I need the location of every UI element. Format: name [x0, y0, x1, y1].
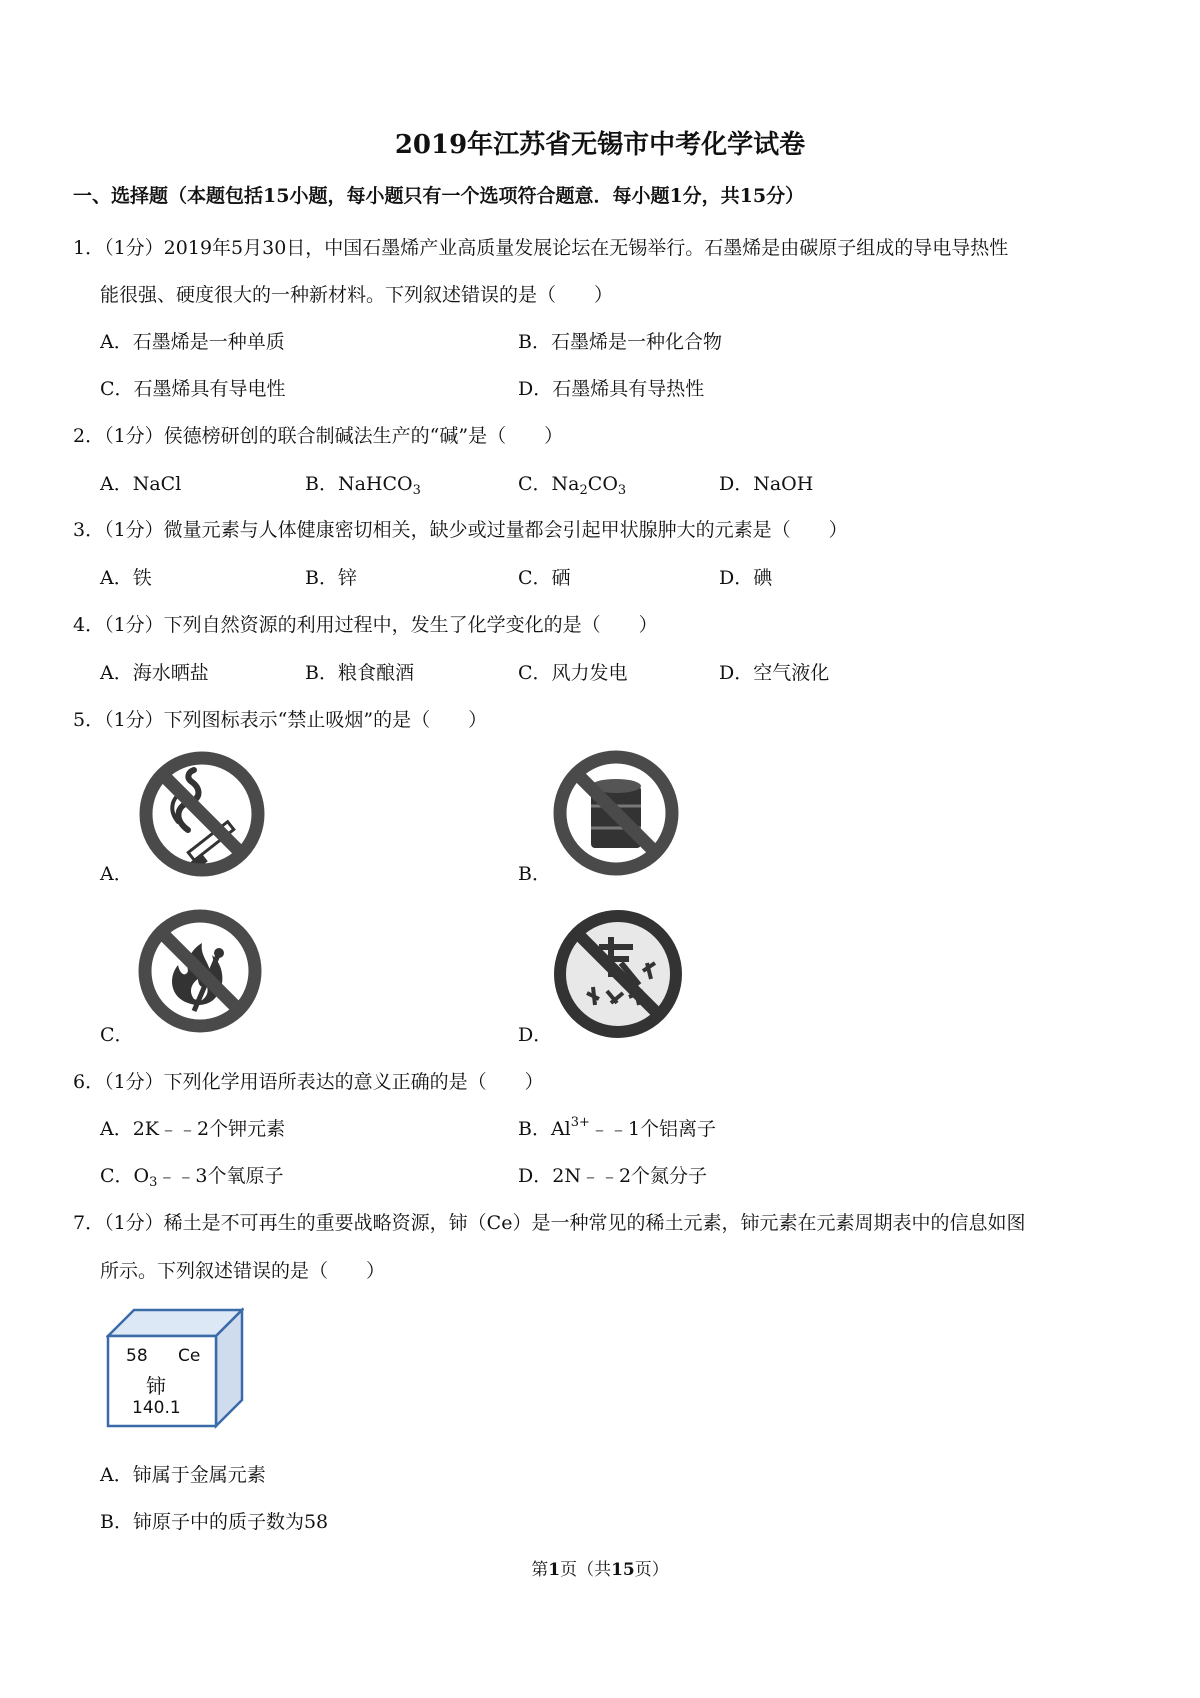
question-3-option-b: B．锌 [305, 567, 357, 589]
question-7-line-2: 所示。下列叙述错误的是（ ） [100, 1260, 386, 1282]
question-4-option-b: B．粮食酿酒 [305, 662, 414, 684]
option-text: ﹣﹣1个铝离子 [589, 1118, 717, 1140]
question-5-option-b: B． [518, 863, 551, 885]
element-symbol: Ce [178, 1346, 201, 1366]
section-heading: 一、选择题（本题包括15小题，每小题只有一个选项符合题意．每小题1分，共15分） [73, 185, 805, 207]
question-3-option-c: C．硒 [518, 567, 571, 589]
formula-text: B．Al [518, 1118, 571, 1140]
question-6-option-b [518, 1114, 716, 1141]
element-name: 铈 [146, 1374, 166, 1398]
no-smoking-sign-icon [136, 748, 268, 880]
question-7-option-b: B．铈原子中的质子数为58 [100, 1511, 329, 1533]
question-7-option-a: A．铈属于金属元素 [100, 1464, 266, 1486]
formula-text: C．O [100, 1165, 150, 1187]
question-5-stem: 5．（1分）下列图标表示“禁止吸烟”的是（ ） [73, 709, 488, 731]
footer-text: 页（共 [560, 1560, 612, 1580]
subscript: 3 [412, 483, 421, 498]
question-6-option-c [100, 1161, 284, 1190]
question-1-option-a: A．石墨烯是一种单质 [100, 331, 285, 353]
question-6-option-d: D．2N﹣﹣2个氮分子 [518, 1165, 708, 1187]
question-3-stem: 3．（1分）微量元素与人体健康密切相关，缺少或过量都会引起甲状腺肿大的元素是（ ） [73, 519, 848, 541]
question-4-stem: 4．（1分）下列自然资源的利用过程中，发生了化学变化的是（ ） [73, 614, 658, 636]
question-1-option-c: C．石墨烯具有导电性 [100, 378, 286, 400]
current-page-number: 1 [548, 1560, 561, 1580]
formula-text: C．Na [518, 473, 580, 495]
question-1-line-1: 1．（1分）2019年5月30日，中国石墨烯产业高质量发展论坛在无锡举行。石墨烯是由碳原子组成的导电导热性 [73, 237, 1009, 259]
footer-text: 第 [531, 1560, 549, 1580]
question-2-option-a: A．NaCl [100, 473, 182, 495]
no-fire-sign-icon [136, 907, 264, 1035]
atomic-mass: 140.1 [132, 1398, 181, 1418]
question-6-option-a: A．2K﹣﹣2个钾元素 [100, 1118, 286, 1140]
formula-text: CO [587, 473, 618, 495]
formula-text: B．NaHCO [305, 473, 413, 495]
question-6-stem: 6．（1分）下列化学用语所表达的意义正确的是（ ） [73, 1071, 544, 1093]
question-4-option-c: C．风力发电 [518, 662, 628, 684]
question-3-option-d: D．碘 [719, 567, 773, 589]
question-1-option-b: B．石墨烯是一种化合物 [518, 331, 722, 353]
subscript: 3 [617, 483, 627, 498]
subscript: 2 [579, 483, 588, 498]
superscript: 3+ [570, 1115, 590, 1130]
total-pages: 15 [611, 1560, 635, 1580]
question-2-option-b [305, 469, 421, 498]
question-1-option-d: D．石墨烯具有导热性 [518, 378, 705, 400]
footer-text: 页） [634, 1560, 669, 1580]
element-cell-figure [106, 1306, 244, 1430]
atomic-number: 58 [126, 1346, 148, 1366]
no-barrel-sign-icon [551, 748, 681, 878]
question-5-option-c: C． [100, 1024, 134, 1046]
question-7-line-1: 7．（1分）稀土是不可再生的重要战略资源，铈（Ce）是一种常见的稀土元素，铈元素在元素周期表中的信息如图 [73, 1212, 1026, 1234]
question-2-stem: 2．（1分）侯德榜研创的联合制碱法生产的“碱”是（ ） [73, 425, 564, 447]
question-3-option-a: A．铁 [100, 567, 152, 589]
no-fireworks-sign-icon [551, 907, 685, 1041]
subscript: 3 [149, 1175, 158, 1190]
page-footer [0, 1555, 1200, 1580]
question-5-option-a: A． [100, 863, 133, 885]
question-5-option-d: D． [518, 1024, 553, 1046]
page-title: 2019年江苏省无锡市中考化学试卷 [394, 130, 806, 160]
question-1-line-2: 能很强、硬度很大的一种新材料。下列叙述错误的是（ ） [100, 284, 614, 306]
question-2-option-c [518, 469, 626, 498]
question-4-option-a: A．海水晒盐 [100, 662, 209, 684]
question-2-option-d: D．NaOH [719, 473, 814, 495]
question-4-option-d: D．空气液化 [719, 662, 830, 684]
option-text: ﹣﹣3个氧原子 [157, 1165, 284, 1187]
